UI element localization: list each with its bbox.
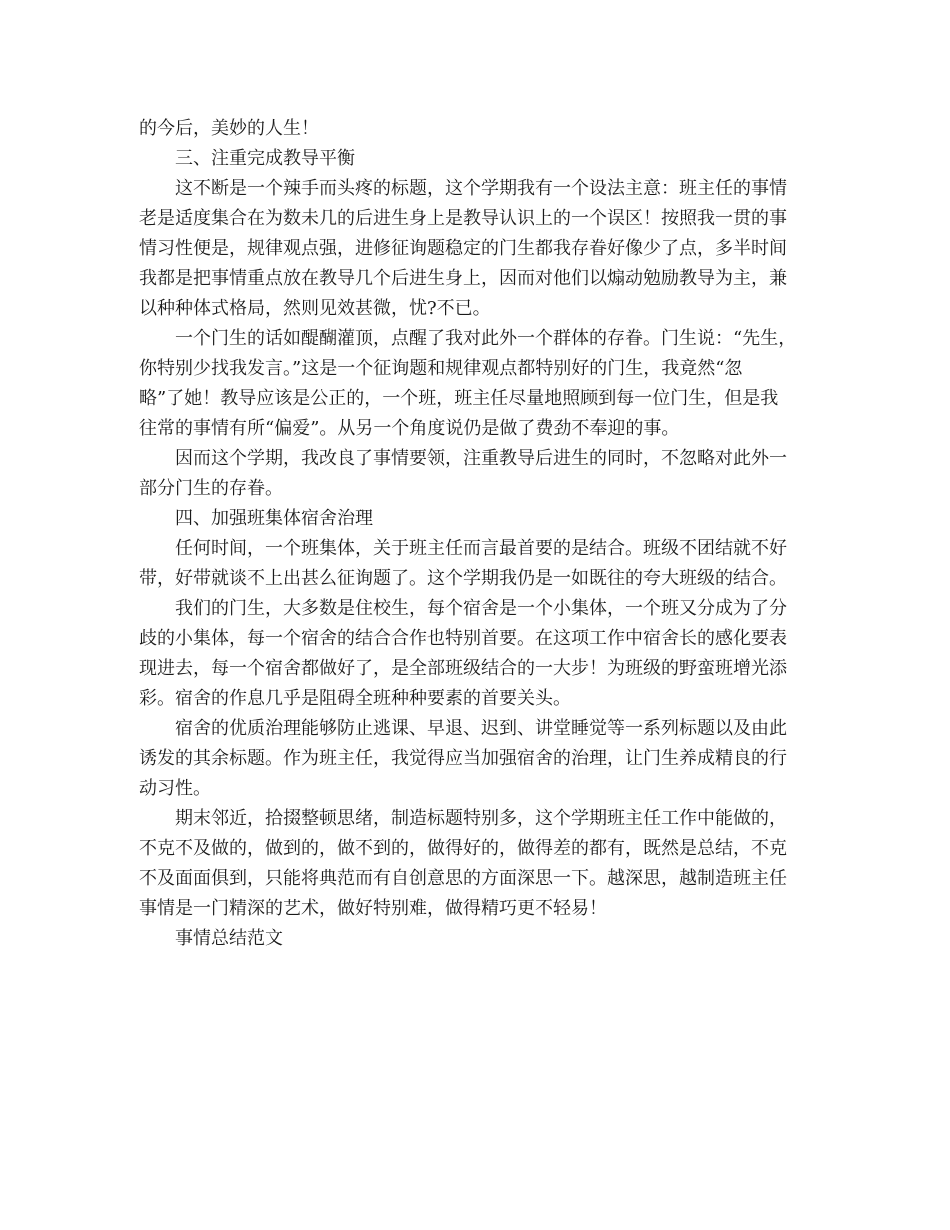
text-line: 现进去，每一个宿舍都做好了，是全部班级结合的一大步！为班级的野蛮班增光添 [139,658,787,679]
paragraph-continuation [139,114,819,144]
heading-text: 四、加强班集体宿舍治理 [175,508,373,529]
heading-text: 事情总结范文 [175,928,283,949]
text-line: 我们的门生，大多数是住校生，每个宿舍是一个小集体，一个班又分成为了分 [175,598,787,619]
paragraph [139,174,819,324]
paragraph [139,594,819,714]
text-line: 情习性便是，规律观点强，进修征询题稳定的门生都我存眷好像少了点，多半时间 [139,238,787,259]
section-heading-sample [139,924,819,954]
text-line: 这不断是一个辣手而头疼的标题，这个学期我有一个设法主意：班主任的事情 [175,178,787,199]
text-line: 事情是一门精深的艺术，做好特别难，做得精巧更不轻易！ [139,898,607,919]
text-line: 部分门生的存眷。 [139,478,283,499]
text-line: 老是适度集合在为数未几的后进生身上是教导认识上的一个误区！按照我一贯的事 [139,208,787,229]
paragraph [139,444,819,504]
text-line: 动习性。 [139,778,211,799]
text-line: 的今后，美妙的人生！ [139,118,319,139]
paragraph [139,804,819,924]
text-line: 一个门生的话如醍醐灌顶，点醒了我对此外一个群体的存眷。门生说：“先生， [175,328,797,349]
text-line: 略”了她！教导应该是公正的，一个班，班主任尽量地照顾到每一位门生，但是我 [139,388,779,409]
text-line: 往常的事情有所“偏爱”。从另一个角度说仍是做了费劲不奉迎的事。 [139,418,680,439]
text-line: 不及面面俱到，只能将典范而有自创意思的方面深思一下。越深思，越制造班主任 [139,868,787,889]
text-line: 不克不及做的，做到的，做不到的，做得好的，做得差的都有，既然是总结，不克 [139,838,787,859]
section-heading-3 [139,144,819,174]
text-line: 我都是把事情重点放在教导几个后进生身上，因而对他们以煽动勉励教导为主，兼 [139,268,787,289]
document-body [139,114,819,954]
text-line: 期末邻近，拾掇整顿思绪，制造标题特别多，这个学期班主任工作中能做的， [175,808,787,829]
text-line: 你特别少找我发言。”这是一个征询题和规律观点都特别好的门生，我竟然“忽 [139,358,743,379]
text-line: 彩。宿舍的作息几乎是阻碍全班种种要素的首要关头。 [139,688,571,709]
paragraph [139,714,819,804]
text-line: 任何时间，一个班集体，关于班主任而言最首要的是结合。班级不团结就不好 [175,538,787,559]
text-line: 带，好带就谈不上出甚么征询题了。这个学期我仍是一如既往的夸大班级的结合。 [139,568,787,589]
text-line: 歧的小集体，每一个宿舍的结合合作也特别首要。在这项工作中宿舍长的感化要表 [139,628,787,649]
text-line: 诱发的其余标题。作为班主任，我觉得应当加强宿舍的治理，让门生养成精良的行 [139,748,787,769]
paragraph [139,534,819,594]
section-heading-4 [139,504,819,534]
text-line: 宿舍的优质治理能够防止逃课、早退、迟到、讲堂睡觉等一系列标题以及由此 [175,718,787,739]
heading-text: 三、注重完成教导平衡 [175,148,355,169]
text-line: 因而这个学期，我改良了事情要领，注重教导后进生的同时，不忽略对此外一 [175,448,787,469]
paragraph [139,324,819,444]
text-line: 以种种体式格局，然则见效甚微，忧?不已。 [139,298,491,319]
